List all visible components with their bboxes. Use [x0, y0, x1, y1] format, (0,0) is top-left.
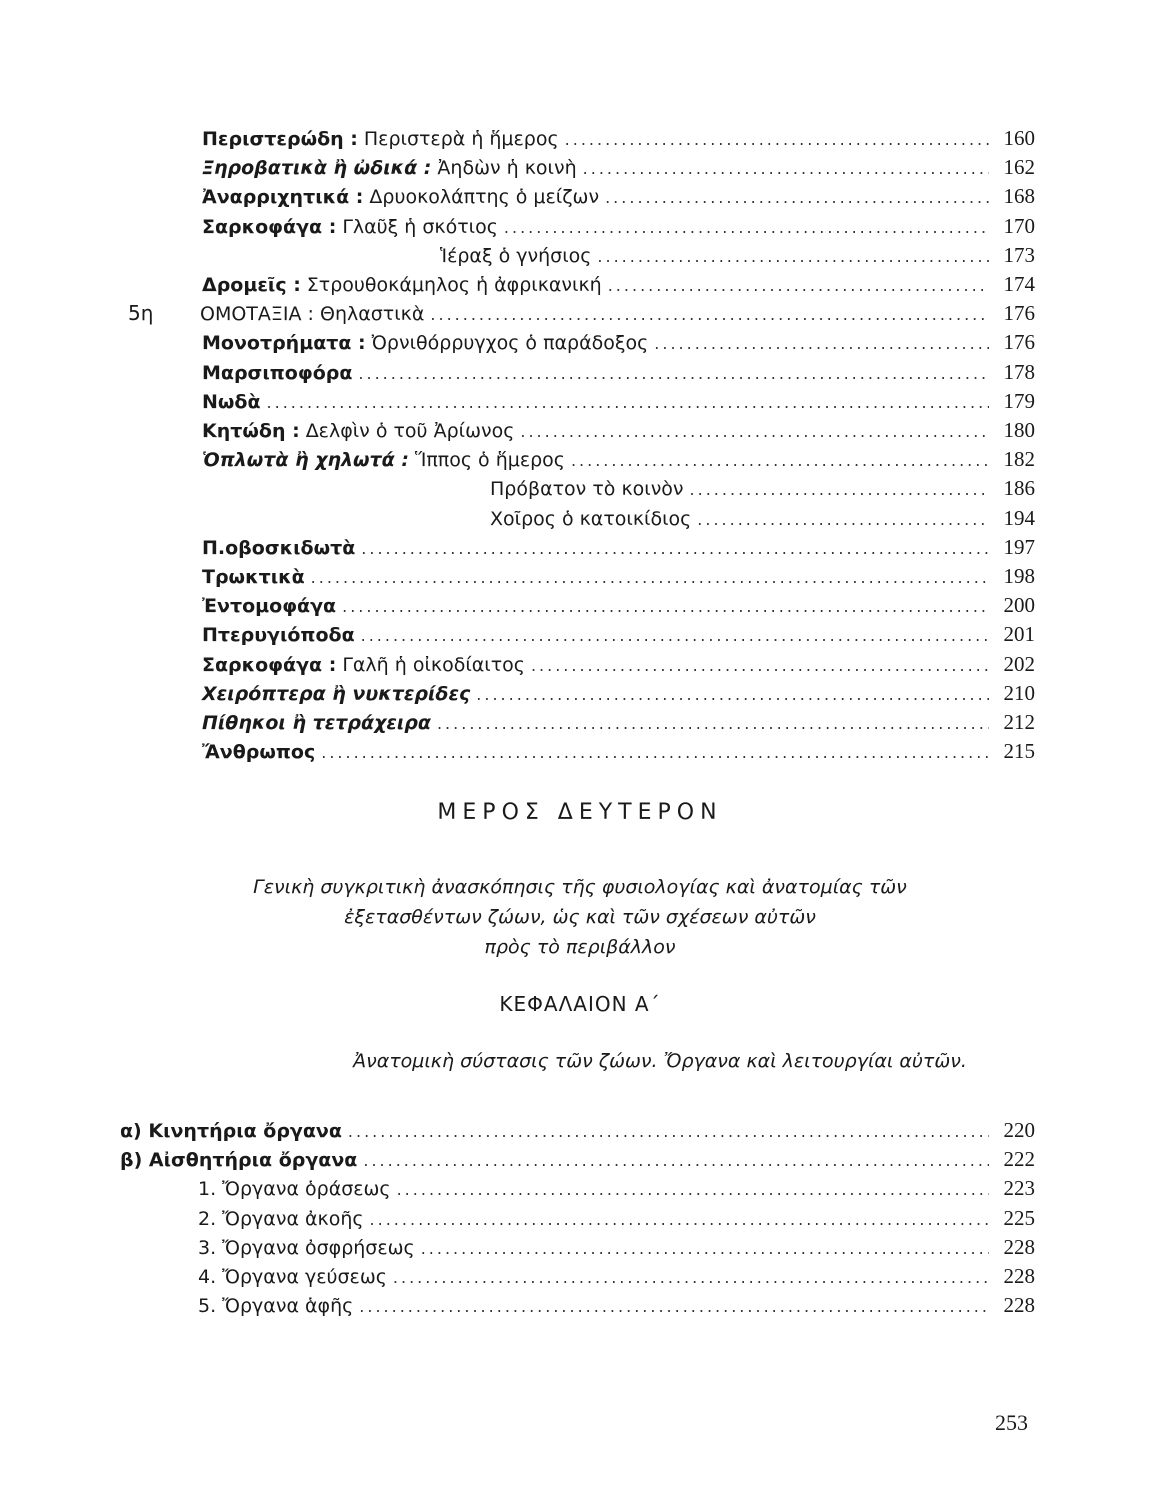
toc-entry [202, 710, 1035, 739]
leader-dots [608, 276, 989, 295]
toc-entry [200, 301, 1035, 330]
toc-entry-page: 162 [1003, 155, 1035, 180]
toc-entry-page: 222 [1003, 1147, 1035, 1172]
toc-entry-category: Δρομεῖς : [202, 274, 301, 296]
toc-entry [202, 739, 1035, 768]
leader-dots [605, 188, 989, 207]
toc-entry-category: Νωδὰ [202, 390, 261, 413]
toc-entry-title: Χοῖρος ὁ κατοικίδιος [490, 507, 692, 530]
toc-entry [202, 184, 1035, 213]
toc-entry-category: Σαρκοφάγα : [202, 653, 337, 676]
leader-dots [311, 568, 989, 587]
toc-entry-page: 202 [1003, 651, 1035, 676]
toc-entry-title: Στρουθοκάμηλος ἡ ἀφρικανική [306, 274, 602, 296]
toc-entry-page: 173 [1003, 242, 1035, 267]
leader-dots [361, 539, 989, 558]
toc-entry-page: 182 [1003, 447, 1035, 472]
leader-dots [421, 1239, 989, 1258]
toc-entry-page: 160 [1003, 126, 1035, 150]
chapter-subtitle: Ἀνατομικὴ σύστασις τῶν ζώων. Ὄργανα καὶ λειτουργίαι αὐτῶν. [353, 1050, 967, 1072]
toc-entry-title: β) Αἰσθητήρια ὄργανα [120, 1149, 358, 1172]
toc-entry-page: 198 [1003, 564, 1035, 588]
toc-entry-page: 176 [1003, 330, 1035, 355]
part-heading: ΜΕΡΟΣ ΔΕΥΤΕΡΟΝ [437, 800, 723, 825]
leader-dots [393, 1268, 989, 1287]
toc-entry-page: 179 [1003, 388, 1035, 413]
toc-entry [120, 1118, 1035, 1147]
toc-entry-page: 170 [1003, 213, 1035, 238]
toc-entry-category: Μαρσιποφόρα [202, 361, 353, 384]
leader-dots [697, 510, 989, 529]
toc-entry [202, 593, 1035, 622]
toc-entry-category: Πτερυγιόποδα [202, 624, 355, 647]
toc-entry [202, 535, 1035, 564]
toc-entry-page: 212 [1003, 710, 1035, 734]
toc-entry-page: 168 [1003, 184, 1035, 209]
leader-dots [571, 451, 989, 470]
toc-entry-category: Μονοτρήματα : [202, 332, 366, 355]
toc-entry-title: 1. Ὄργανα ὁράσεως [198, 1178, 391, 1201]
toc-entry [198, 1293, 1035, 1322]
toc-entry-title: α) Κινητήρια ὄργανα [120, 1120, 342, 1142]
toc-entry [202, 330, 1035, 359]
toc-entry-category: Ὁπλωτὰ ἢ χηλωτά : [202, 449, 409, 472]
leader-dots [437, 714, 989, 733]
toc-entry-page: 186 [1003, 476, 1035, 501]
toc-entry-title: Γλαῦξ ἡ σκότιος [342, 215, 498, 238]
toc-entry-title: Δελφὶν ὁ τοῦ Ἀρίωνος [305, 420, 515, 442]
toc-entry [202, 447, 1035, 476]
toc-entry-page: 201 [1003, 622, 1035, 647]
toc-entry-title: 2. Ὄργανα ἀκοῆς [198, 1207, 364, 1230]
toc-entry-title: Ἵππος ὁ ἥμερος [414, 449, 565, 472]
toc-entry-category: Π.οβοσκιδωτὰ [202, 536, 356, 559]
toc-entry [202, 418, 1035, 447]
leader-dots [654, 334, 989, 353]
toc-entry [440, 243, 1035, 272]
leader-dots [370, 1210, 989, 1229]
part-subtitle-line-1: Γενικὴ συγκριτικὴ ἀνασκόπησις τῆς φυσιολογίας καὶ ἀνατομίας τῶν [253, 876, 907, 898]
toc-entry-title: Πρόβατον τὸ κοινὸν [490, 478, 684, 501]
toc-entry-category: Σαρκοφάγα : [202, 215, 337, 238]
toc-entry [202, 214, 1035, 243]
toc-entry-page: 228 [1003, 1293, 1035, 1318]
leader-dots [363, 1151, 989, 1170]
toc-entry-category: Ξηροβατικὰ ἢ ὠδικά : [202, 157, 432, 180]
leader-dots [597, 247, 989, 266]
part-subtitle-line-3: πρὸς τὸ περιβάλλον [484, 936, 676, 958]
toc-entry-title: Ὀρνιθόρρυγχος ὁ παράδοξος [371, 332, 649, 355]
toc-entry-page: 220 [1003, 1118, 1035, 1142]
toc-entry-title: Ἱέραξ ὁ γνήσιος [440, 244, 592, 267]
leader-dots [358, 364, 989, 383]
toc-entry [490, 506, 1035, 535]
leader-dots [267, 393, 989, 412]
toc-entry-category: Ἀναρριχητικά : [202, 186, 364, 209]
leader-dots [348, 1122, 989, 1141]
toc-entry-title: Δρυοκολάπτης ὁ μείζων [369, 186, 600, 209]
toc-entry-title: 3. Ὄργανα ὀσφρήσεως [198, 1236, 415, 1259]
toc-entry-title: 4. Ὄργανα γεύσεως [198, 1266, 387, 1288]
leader-dots [342, 597, 989, 616]
toc-entry-title: 5. Ὄργανα ἁφῆς [198, 1295, 354, 1318]
leader-dots [565, 130, 989, 149]
toc-entry [202, 564, 1035, 593]
toc-entry [198, 1176, 1035, 1205]
toc-entry [202, 126, 1035, 155]
toc-entry [120, 1147, 1035, 1176]
toc-entry-page: 225 [1003, 1205, 1035, 1230]
toc-entry-page: 210 [1003, 680, 1035, 705]
leader-dots [690, 480, 989, 499]
toc-entry-page: 215 [1003, 739, 1035, 764]
toc-entry [202, 652, 1035, 681]
toc-entry-page: 180 [1003, 418, 1035, 442]
leader-dots [361, 626, 989, 645]
leader-dots [504, 218, 989, 237]
toc-entry [202, 622, 1035, 651]
toc-entry-page: 174 [1003, 272, 1035, 296]
toc-entry [202, 272, 1035, 301]
leader-dots [583, 159, 989, 178]
toc-entry-category: Περιστερώδη : [202, 128, 358, 150]
part-subtitle-line-2: ἐξετασθέντων ζώων, ὡς καὶ τῶν σχέσεων αὐτῶν [344, 906, 816, 928]
toc-entry-title: Γαλῆ ἡ οἰκοδίαιτος [342, 653, 525, 676]
leader-dots [476, 685, 989, 704]
class-number: 5η [128, 301, 154, 326]
toc-entry-page: 228 [1003, 1234, 1035, 1259]
toc-entry-page: 178 [1003, 359, 1035, 384]
toc-entry [202, 155, 1035, 184]
toc-entry-page: 223 [1003, 1176, 1035, 1201]
toc-entry-title: Περιστερὰ ἡ ἥμερος [363, 128, 559, 150]
toc-entry-category: Ἄνθρωπος [202, 741, 316, 764]
toc-entry [202, 681, 1035, 710]
toc-entry-title: ΟΜΟΤΑΞΙΑ : Θηλαστικὰ [200, 303, 425, 326]
chapter-heading: ΚΕΦΑΛΑΙΟΝ Α΄ [499, 992, 661, 1016]
toc-entry [198, 1206, 1035, 1235]
toc-entry-page: 176 [1003, 301, 1035, 326]
leader-dots [359, 1297, 989, 1316]
page-number: 253 [995, 1410, 1028, 1435]
toc-entry-category: Πίθηκοι ἢ τετράχειρα [202, 712, 431, 734]
toc-entry [202, 360, 1035, 389]
toc-entry-page: 194 [1003, 505, 1035, 530]
toc-entry [202, 389, 1035, 418]
leader-dots [531, 656, 989, 675]
toc-entry-title: Ἀηδὼν ἡ κοινὴ [437, 157, 577, 180]
leader-dots [397, 1180, 989, 1199]
leader-dots [520, 422, 989, 441]
toc-entry-category: Ἐντομοφάγα [202, 595, 337, 618]
toc-entry-page: 197 [1003, 534, 1035, 559]
toc-entry [198, 1264, 1035, 1293]
toc-entry-category: Τρωκτικὰ [202, 566, 305, 588]
toc-entry [198, 1235, 1035, 1264]
toc-entry-page: 228 [1003, 1264, 1035, 1288]
toc-entry-page: 200 [1003, 593, 1035, 618]
toc-entry-category: Χειρόπτερα ἢ νυκτερίδες [202, 682, 471, 705]
toc-entry-category: Κητώδη : [202, 420, 300, 442]
leader-dots [321, 743, 989, 762]
leader-dots [430, 305, 989, 324]
toc-entry [490, 476, 1035, 505]
